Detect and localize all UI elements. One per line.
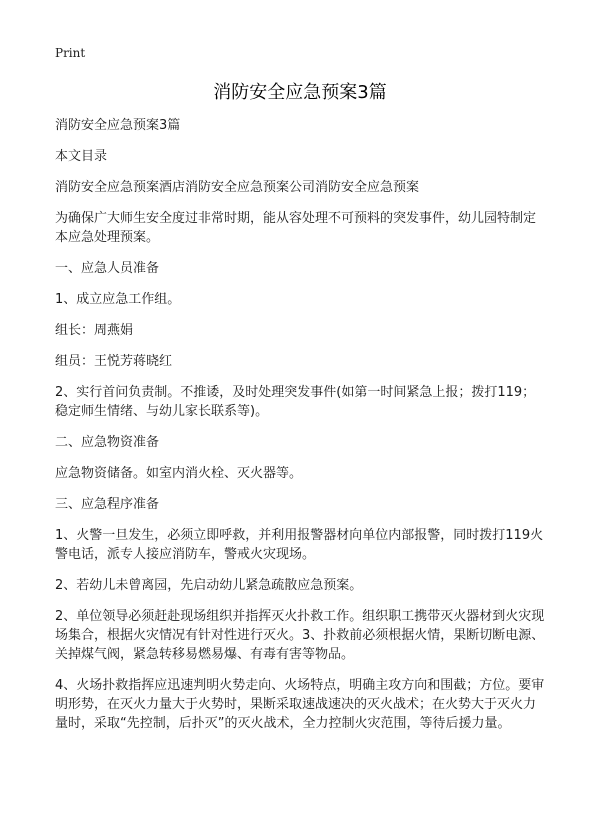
paragraph-intro: 为确保广大师生安全度过非常时期，能从容处理不可预料的突发事件，幼儿园特制定本应急处理预案。 bbox=[55, 211, 537, 245]
document-body bbox=[55, 116, 547, 745]
paragraph-group-members: 组员：王悦芳蒋晓红 bbox=[55, 354, 173, 369]
paragraph-fire-alarm: 1、火警一旦发生，必须立即呼救，并利用报警器材向单位内部报警，同时拨打119火警电话，派专人接应消防车，警戒火灾现场。 bbox=[55, 528, 544, 562]
section-heading-personnel: 一、应急人员准备 bbox=[55, 261, 160, 276]
print-label: Print bbox=[55, 46, 86, 60]
section-heading-supplies: 二、应急物资准备 bbox=[55, 435, 160, 450]
paragraph-leadership: 2、单位领导必须赶赴现场组织并指挥灭火扑救工作。组织职工携带灭火器材到火灾现场集合，根据火灾情况有针对性进行灭火。3、扑救前必须根据火情，果断切断电源、关掉煤气阀，紧急转移易燃易爆、有毒有害等物品。 bbox=[55, 609, 545, 662]
paragraph-group-leader: 组长：周燕娟 bbox=[55, 323, 134, 338]
paragraph-evacuation: 2、若幼儿未曾离园，先启动幼儿紧急疏散应急预案。 bbox=[55, 578, 363, 593]
paragraph-supplies: 应急物资储备。如室内消火栓、灭火器等。 bbox=[55, 466, 303, 481]
paragraph-toc-items: 消防安全应急预案酒店消防安全应急预案公司消防安全应急预案 bbox=[55, 180, 420, 195]
section-heading-procedure: 三、应急程序准备 bbox=[55, 497, 160, 512]
paragraph-subtitle: 消防安全应急预案3篇 bbox=[55, 118, 181, 133]
paragraph-responsibility: 2、实行首问负责制。不推诿，及时处理突发事件(如第一时间紧急上报；拨打119；稳定师生情绪、与幼儿家长联系等)。 bbox=[55, 385, 536, 419]
paragraph-command: 4、火场扑救指挥应迅速判明火势走向、火场特点，明确主攻方向和围截；方位。要审明形势，在灭火力量大于火势时，果断采取速战速决的灭火战术；在火势大于灭火力量时，采取“先控制，后扑灭”的灭火战术，全力控制火灾范围，等待后援力量。 bbox=[55, 678, 545, 731]
paragraph-working-group: 1、成立应急工作组。 bbox=[55, 292, 181, 307]
paragraph-toc-heading: 本文目录 bbox=[55, 149, 108, 164]
document-title: 消防安全应急预案3篇 bbox=[213, 82, 387, 103]
